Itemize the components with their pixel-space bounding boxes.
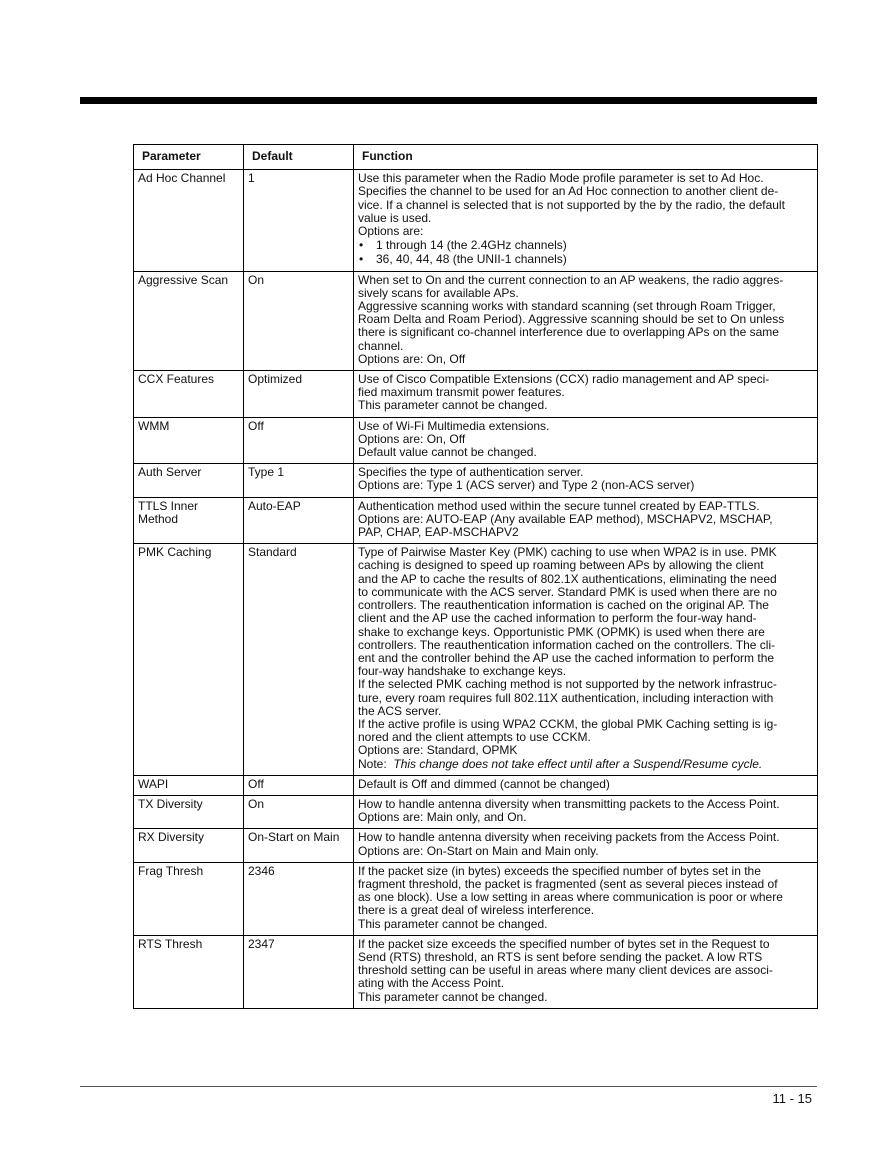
- table-row: [134, 417, 818, 464]
- function-text-line: Options are: Type 1 (ACS server) and Type 2 (non-ACS server): [358, 478, 695, 493]
- option-bullet-item: [358, 239, 813, 252]
- function-text-line: How to handle antenna diversity when transmitting packets to the Access Point.: [358, 796, 780, 811]
- function-cell: [354, 935, 818, 1008]
- parameter-cell: Aggressive Scan: [134, 271, 244, 370]
- function-text-line: Use this parameter when the Radio Mode profile parameter is set to Ad Hoc.: [358, 171, 764, 186]
- parameter-cell: WMM: [134, 417, 244, 464]
- table-row: [134, 497, 818, 544]
- function-text-line: fragment threshold, the packet is fragmented (sent as several pieces instead of: [358, 876, 778, 891]
- function-cell: [354, 464, 818, 497]
- column-header-parameter: Parameter: [134, 145, 244, 170]
- function-text-line: threshold setting can be useful in areas where many client devices are associ-: [358, 963, 773, 978]
- function-text-line: Options are: On, Off: [358, 351, 466, 366]
- function-cell: [354, 417, 818, 464]
- table-row: [134, 170, 818, 271]
- function-text-line: If the packet size (in bytes) exceeds the specified number of bytes set in the: [358, 863, 761, 878]
- table-row: [134, 775, 818, 795]
- function-text-line: client and the AP use the cached information to perform the four-way hand-: [358, 611, 757, 626]
- parameter-cell: RX Diversity: [134, 829, 244, 862]
- parameter-cell: Frag Thresh: [134, 862, 244, 935]
- function-text-line: If the packet size exceeds the specified number of bytes set in the Request to: [358, 936, 770, 951]
- bullet-icon: •: [359, 238, 364, 253]
- default-cell: Optimized: [244, 371, 354, 418]
- function-text-line: How to handle antenna diversity when receiving packets from the Access Point.: [358, 830, 780, 845]
- function-text-line: shake to exchange keys. Opportunistic PMK (OPMK) is used when there are: [358, 624, 765, 639]
- function-text-line: ent and the controller behind the AP use the cached information to perform the: [358, 650, 775, 665]
- table-row: [134, 829, 818, 862]
- bullet-text: 1 through 14 (the 2.4GHz channels): [376, 238, 567, 253]
- default-cell: On: [244, 795, 354, 828]
- note-label: Note:: [358, 756, 387, 771]
- function-text-line: as one block). Use a low setting in areas where communication is poor or where: [358, 890, 783, 905]
- table-row: [134, 935, 818, 1008]
- table-row: [134, 544, 818, 775]
- default-cell: On: [244, 271, 354, 370]
- function-cell: [354, 371, 818, 418]
- default-cell: 2346: [244, 862, 354, 935]
- function-text-line: there is significant co-channel interference due to overlapping APs on the same: [358, 325, 779, 340]
- function-text-line: Roam Delta and Roam Period). Aggressive scanning should be set to On unless: [358, 312, 785, 327]
- default-cell: Standard: [244, 544, 354, 775]
- default-cell: Auto-EAP: [244, 497, 354, 544]
- table-row: [134, 271, 818, 370]
- function-text-line: PAP, CHAP, EAP-MSCHAPV2: [358, 525, 519, 540]
- function-cell: [354, 544, 818, 775]
- parameter-cell: RTS Thresh: [134, 935, 244, 1008]
- function-text-line: Use of Cisco Compatible Extensions (CCX) radio management and AP speci-: [358, 372, 770, 387]
- function-text-line: fied maximum transmit power features.: [358, 385, 565, 400]
- table-row: [134, 464, 818, 497]
- parameter-cell: Auth Server: [134, 464, 244, 497]
- parameter-cell: PMK Caching: [134, 544, 244, 775]
- function-text-line: sively scans for available APs.: [358, 285, 519, 300]
- function-text-line: and the AP to cache the results of 802.1X authentications, eliminating the need: [358, 571, 777, 586]
- footer-rule: [80, 1086, 817, 1087]
- default-cell: Off: [244, 775, 354, 795]
- default-cell: 2347: [244, 935, 354, 1008]
- function-text-line: the ACS server.: [358, 703, 442, 718]
- parameter-cell: WAPI: [134, 775, 244, 795]
- function-text-line: Options are: On-Start on Main and Main only.: [358, 843, 599, 858]
- function-text-line: Options are: AUTO-EAP (Any available EAP method), MSCHAPV2, MSCHAP,: [358, 511, 773, 526]
- function-text-line: to communicate with the ACS server. Standard PMK is used when there are no: [358, 584, 777, 599]
- function-text-line: caching is designed to speed up roaming between APs by allowing the client: [358, 558, 764, 573]
- function-text-line: Default value cannot be changed.: [358, 445, 537, 460]
- parameter-cell: CCX Features: [134, 371, 244, 418]
- function-text-line: four-way handshake to exchange keys.: [358, 664, 567, 679]
- header-rule: [80, 97, 817, 104]
- function-text-line: Aggressive scanning works with standard scanning (set through Roam Trigger,: [358, 299, 776, 314]
- function-text-line: value is used.: [358, 210, 432, 225]
- default-cell: Type 1: [244, 464, 354, 497]
- function-cell: [354, 497, 818, 544]
- function-text-line: This parameter cannot be changed.: [358, 916, 548, 931]
- function-text-line: Authentication method used within the secure tunnel created by EAP-TTLS.: [358, 498, 760, 513]
- function-text-line: there is a great deal of wireless interference.: [358, 903, 595, 918]
- function-text-line: vice. If a channel is selected that is not supported by the by the radio, the default: [358, 197, 785, 212]
- page-number: 11 - 15: [772, 1091, 812, 1106]
- parameter-cell: Ad Hoc Channel: [134, 170, 244, 271]
- default-cell: On-Start on Main: [244, 829, 354, 862]
- function-text-line: Options are: Standard, OPMK: [358, 743, 518, 758]
- function-cell: [354, 862, 818, 935]
- function-text-line: If the active profile is using WPA2 CCKM, the global PMK Caching setting is ig-: [358, 716, 778, 731]
- function-cell: [354, 170, 818, 271]
- function-text-line: ture, every roam requires full 802.11X authentication, including interaction with: [358, 690, 774, 705]
- function-text-line: ating with the Access Point.: [358, 976, 505, 991]
- function-cell: [354, 829, 818, 862]
- function-text-line: If the selected PMK caching method is not supported by the network infrastruc-: [358, 677, 777, 692]
- column-header-default: Default: [244, 145, 354, 170]
- default-cell: 1: [244, 170, 354, 271]
- function-text-line: When set to On and the current connection to an AP weakens, the radio aggres-: [358, 272, 784, 287]
- note-text: This change does not take effect until after a Suspend/Resume cycle.: [393, 756, 763, 771]
- table-body: [134, 170, 818, 1009]
- function-text-line: nored and the client attempts to use CCKM.: [358, 730, 591, 745]
- function-cell: [354, 795, 818, 828]
- default-cell: Off: [244, 417, 354, 464]
- bullet-text: 36, 40, 44, 48 (the UNII-1 channels): [376, 252, 567, 267]
- function-text-line: controllers. The reauthentication information is cached on the original AP. The: [358, 598, 769, 613]
- table-header-row: [134, 145, 818, 170]
- function-text-line: Options are:: [358, 224, 424, 239]
- function-text-line: Specifies the channel to be used for an Ad Hoc connection to another client de-: [358, 184, 779, 199]
- function-text-line: Use of Wi-Fi Multimedia extensions.: [358, 418, 550, 433]
- parameter-table: [133, 144, 818, 1009]
- table-row: [134, 371, 818, 418]
- note-line: [358, 758, 813, 771]
- function-text-line: Default is Off and dimmed (cannot be changed): [358, 776, 610, 791]
- function-text-line: This parameter cannot be changed.: [358, 398, 548, 413]
- function-text-line: Type of Pairwise Master Key (PMK) caching to use when WPA2 is in use. PMK: [358, 545, 777, 560]
- function-text-line: This parameter cannot be changed.: [358, 989, 548, 1004]
- function-cell: [354, 271, 818, 370]
- table-row: [134, 795, 818, 828]
- option-bullet-item: [358, 253, 813, 266]
- function-text-line: channel.: [358, 338, 404, 353]
- parameter-cell: TTLS Inner Method: [134, 497, 244, 544]
- function-text-line: Specifies the type of authentication server.: [358, 465, 584, 480]
- function-text-line: Send (RTS) threshold, an RTS is sent before sending the packet. A low RTS: [358, 949, 763, 964]
- table-row: [134, 862, 818, 935]
- function-cell: [354, 775, 818, 795]
- bullet-icon: •: [359, 252, 364, 267]
- function-text-line: Options are: Main only, and On.: [358, 810, 527, 825]
- function-text-line: controllers. The reauthentication information cached on the controllers. The cli-: [358, 637, 776, 652]
- parameter-cell: TX Diversity: [134, 795, 244, 828]
- function-text-line: Options are: On, Off: [358, 431, 466, 446]
- column-header-function: Function: [354, 145, 818, 170]
